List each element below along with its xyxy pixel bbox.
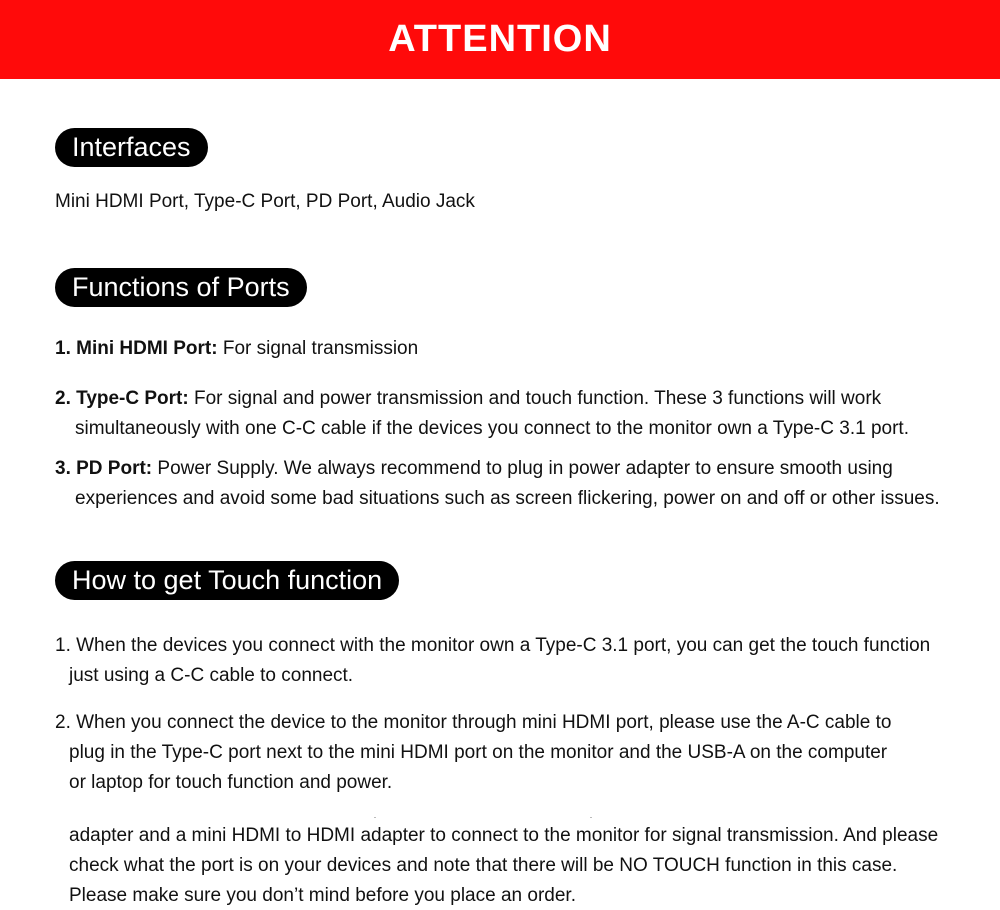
touch-note-line-3: Please make sure you don’t mind before you place an order. bbox=[69, 885, 576, 906]
function-item-pd bbox=[55, 458, 893, 480]
function-item-type-c-cont: simultaneously with one C-C cable if the devices you connect to the monitor own a Type-C 3.1 port. bbox=[75, 418, 909, 439]
function-item-type-c bbox=[55, 388, 881, 410]
function-item-pd-cont: experiences and avoid some bad situations such as screen flickering, power on and off or other issues. bbox=[75, 488, 940, 509]
function-text: For signal and power transmission and touch function. These 3 functions will work bbox=[188, 388, 882, 409]
function-lead: 2. Type-C Port: bbox=[55, 388, 189, 409]
attention-banner bbox=[0, 0, 1000, 79]
touch-note-line-2: check what the port is on your devices and note that there will be NO TOUCH function in this case. bbox=[69, 855, 898, 876]
function-lead: 3. PD Port: bbox=[55, 458, 153, 479]
stray-mark bbox=[374, 817, 376, 818]
touch-item-1-line-2: just using a C-C cable to connect. bbox=[69, 665, 354, 686]
touch-heading: How to get Touch function bbox=[55, 561, 399, 600]
functions-heading: Functions of Ports bbox=[55, 268, 307, 307]
touch-item-2-line-3: or laptop for touch function and power. bbox=[69, 772, 393, 793]
touch-item-1-line-1: 1. When the devices you connect with the monitor own a Type-C 3.1 port, you can get the touch function bbox=[55, 635, 931, 656]
touch-item-2-line-2: plug in the Type-C port next to the mini HDMI port on the monitor and the USB-A on the computer bbox=[69, 742, 888, 763]
interfaces-heading: Interfaces bbox=[55, 128, 208, 167]
function-text: Power Supply. We always recommend to plug in power adapter to ensure smooth using bbox=[152, 458, 893, 479]
touch-item-2-line-1: 2. When you connect the device to the monitor through mini HDMI port, please use the A-C cable to bbox=[55, 712, 892, 733]
banner-title: ATTENTION bbox=[388, 18, 612, 60]
interfaces-text: Mini HDMI Port, Type-C Port, PD Port, Audio Jack bbox=[55, 191, 475, 212]
stray-mark bbox=[590, 817, 592, 818]
function-text: For signal transmission bbox=[217, 338, 419, 359]
function-item-mini-hdmi bbox=[55, 338, 418, 360]
touch-note-line-1: adapter and a mini HDMI to HDMI adapter to connect to the monitor for signal transmission. And please bbox=[69, 825, 939, 846]
function-lead: 1. Mini HDMI Port: bbox=[55, 338, 218, 359]
